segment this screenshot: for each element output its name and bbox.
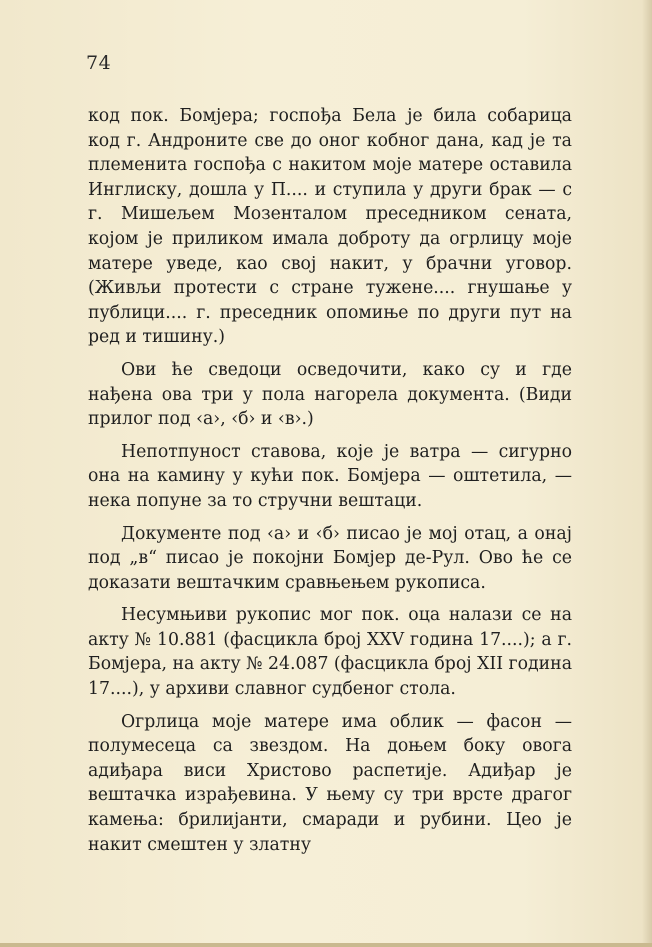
body-text: [88, 104, 572, 857]
page-bottom-edge: [0, 943, 652, 947]
paragraph-6: Огрлица моје матере има облик — фасон — полумесеца са звездом. На доњем боку овога адиђара виси Христово распетије. Адиђар је вештачка израђевина. У њему су три врсте драгог камења: брилијанти, смаради и рубини. Цео је накит смештен у златну: [88, 711, 572, 855]
paragraph-3: Непотпуност ставова, које је ватра — сигурно она на камину у кући пок. Бомјера — оштетила, — нека попуне за то стручни вештаци.: [88, 441, 572, 511]
page-number: 74: [86, 52, 112, 74]
paragraph-2: Ови ће сведоци осведочити, како су и где нађена ова три у пола нагорела документа. (Види прилог под ‹а›, ‹б› и ‹в›.): [88, 359, 572, 430]
paragraph-1: код пок. Бомјера; госпођа Бела је била собарица код г. Андроните све до оног кобног дана, кад је та племенита госпођа с накитом моје матере оставила Инглиску, дошла у П.... и ступила у други брак — с г. Мишељем Мозенталом преседником сената, којом је приликом имала доброту да огрлицу моје матере уведе, као свој накит, у брачни уговор. (Живљи протести с стране тужене.... гнушање у публици.... г. преседник опомиње по други пут на ред и тишину.): [88, 106, 572, 348]
paragraph-5: Несумњиви рукопис мог пок. оца налази се на акту № 10.881 (фасцикла број XXV година 17....); а г. Бомјера, на акту № 24.087 (фасцикла број XII година 17....), у архиви славног судбеног стола.: [88, 605, 572, 700]
paragraph-4: Документе под ‹а› и ‹б› писао је мој отац, а онај под „в“ писао је покојни Бомјер де-Рул. Ово ће се доказати вештачким сравњењем рукописа.: [88, 523, 572, 593]
page-edge-shadow: [642, 0, 652, 947]
